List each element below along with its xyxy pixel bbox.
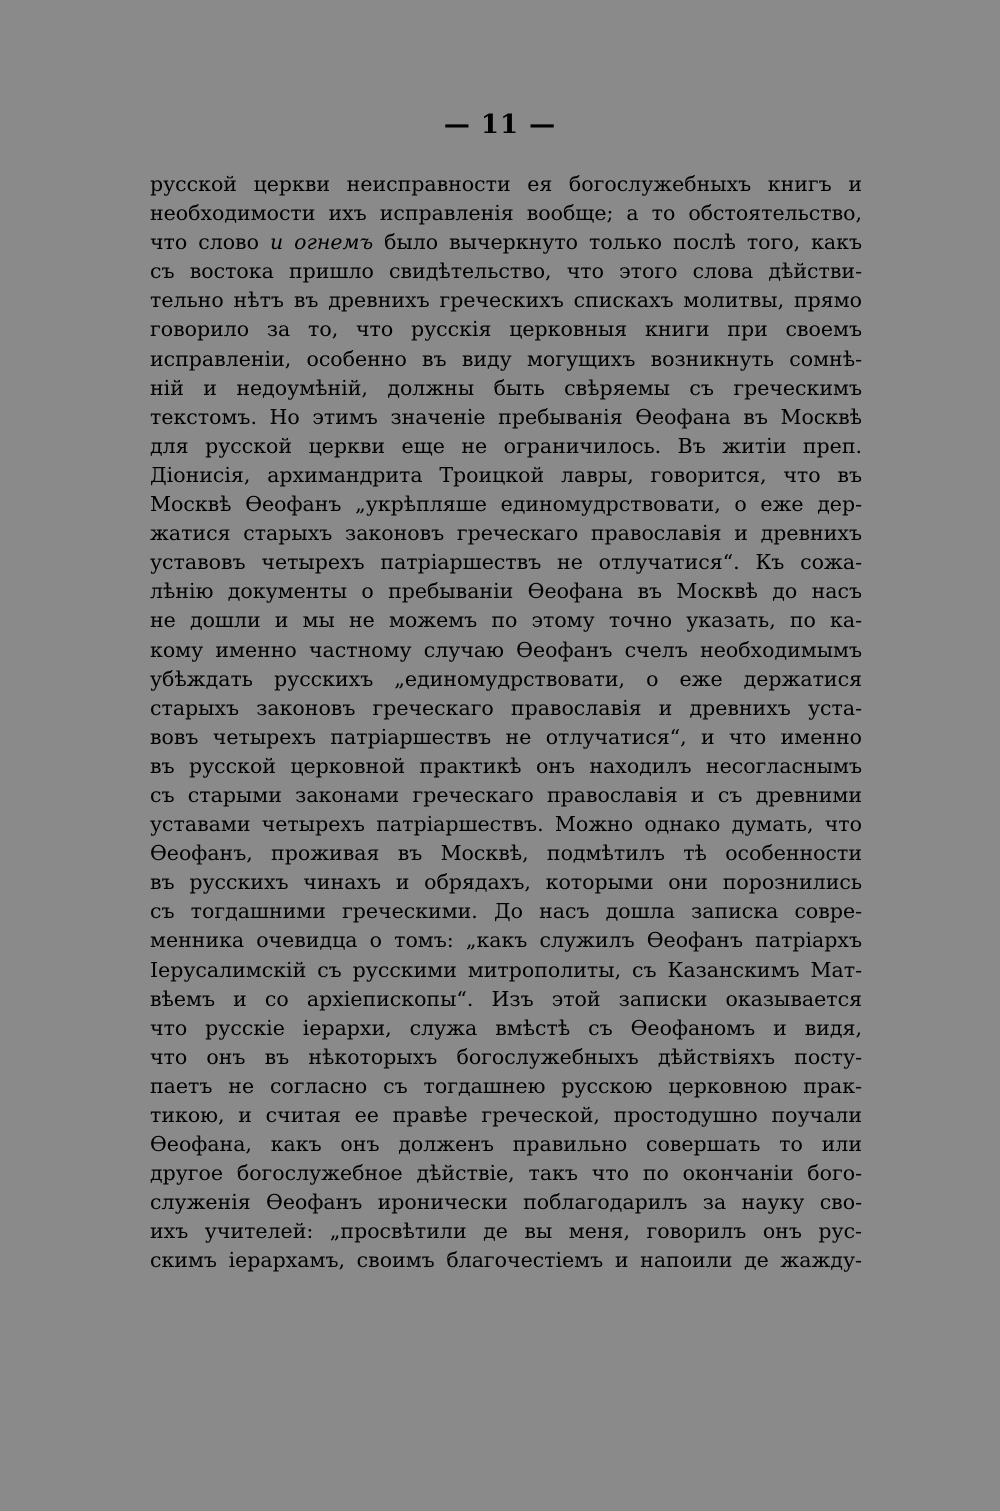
text-line: другое богослужебное дѣйствіе, такъ что по окончаніи бого- (150, 1161, 862, 1186)
text-line: Діонисія, архимандрита Троицкой лавры, говорится, что въ (150, 462, 862, 487)
text-line: скимъ іерархамъ, своимъ благочестіемъ и напоили де жажду- (150, 1248, 862, 1273)
text-line: тикою, и считая ее правѣе греческой, простодушно поучали (150, 1103, 862, 1127)
text-line: исправленіи, особенно въ виду могущихъ возникнуть сомнѣ- (150, 346, 862, 371)
text-line: паетъ не согласно съ тогдашнею русскою церковною прак- (150, 1073, 862, 1098)
text-line: вѣемъ и со архіепископы“. Изъ этой записки оказывается (150, 986, 862, 1011)
text-line: ихъ учителей: „просвѣтили де вы меня, говорилъ онъ рус- (150, 1219, 862, 1244)
text-line: менника очевидца о томъ: „какъ служилъ Ѳеофанъ патріархъ (150, 928, 862, 953)
text-line: уставами четырехъ патріаршествъ. Можно однако думать, что (150, 812, 862, 837)
text-line: уставовъ четырехъ патріаршествъ не отлучатися“. Къ сожа- (150, 550, 862, 575)
body-text (150, 170, 862, 1276)
page-number: — 11 — (443, 110, 557, 140)
text-line: что онъ въ нѣкоторыхъ богослужебныхъ дѣйствіяхъ посту- (150, 1044, 862, 1069)
text-line: Іерусалимскій съ русскими митрополиты, съ Казанскимъ Мат- (150, 957, 862, 982)
text-line: для русской церкви еще не ограничилось. Въ житіи преп. (150, 433, 862, 458)
text-line: текстомъ. Но этимъ значеніе пребыванія Ѳеофана въ Москвѣ (150, 404, 862, 429)
text-line: убѣждать русскихъ „единомудрствовати, о еже держатися (150, 666, 862, 691)
text-line: съ тогдашними греческими. До насъ дошла записка совре- (150, 899, 862, 924)
italic-phrase: и огнемъ (269, 230, 374, 255)
text-line: жатися старыхъ законовъ греческаго православія и древнихъ (150, 521, 862, 546)
text-line: съ старыми законами греческаго православія и съ древними (150, 782, 862, 807)
text-line: въ русской церковной практикѣ онъ находилъ несогласнымъ (150, 753, 862, 778)
text-line: кому именно частному случаю Ѳеофанъ счелъ необходимымъ (150, 637, 862, 662)
text-fragment: было вычеркнуто только послѣ того, какъ (384, 230, 862, 255)
text-line: ній и недоумѣній, должны быть свѣряемы съ греческимъ (150, 375, 862, 400)
text-line: говорило за то, что русскія церковныя книги при своемъ (150, 317, 862, 342)
text-line: не дошли и мы не можемъ по этому точно указать, по ка- (150, 608, 862, 633)
text-line: Москвѣ Ѳеофанъ „укрѣпляше единомудрствовати, о еже дер- (150, 492, 862, 517)
text-line: въ русскихъ чинахъ и обрядахъ, которыми они порознились (150, 870, 862, 895)
text-line: вовъ четырехъ патріаршествъ не отлучатися“, и что именно (150, 724, 862, 749)
text-line: Ѳеофана, какъ онъ долженъ правильно совершать то или (150, 1132, 862, 1157)
text-line: старыхъ законовъ греческаго православія и древнихъ уста- (150, 695, 862, 720)
text-line: русской церкви неисправности ея богослужебныхъ книгъ и (150, 172, 862, 196)
text-line (150, 228, 862, 257)
text-line: тельно нѣтъ въ древнихъ греческихъ спискахъ молитвы, прямо (150, 288, 862, 313)
text-line: служенія Ѳеофанъ иронически поблагодарилъ за науку сво- (150, 1190, 862, 1215)
text-line: лѣнію документы о пребываніи Ѳеофана въ Москвѣ до насъ (150, 579, 862, 604)
text-line: необходимости ихъ исправленія вообще; а то обстоятельство, (150, 201, 862, 226)
text-line: Ѳеофанъ, проживая въ Москвѣ, подмѣтилъ тѣ особенности (150, 841, 862, 866)
text-line: что русскіе іерархи, служа вмѣстѣ съ Ѳеофаномъ и видя, (150, 1015, 862, 1040)
text-fragment: что слово (150, 230, 259, 255)
text-line: съ востока пришло свидѣтельство, что этого слова дѣйстви- (150, 259, 862, 284)
